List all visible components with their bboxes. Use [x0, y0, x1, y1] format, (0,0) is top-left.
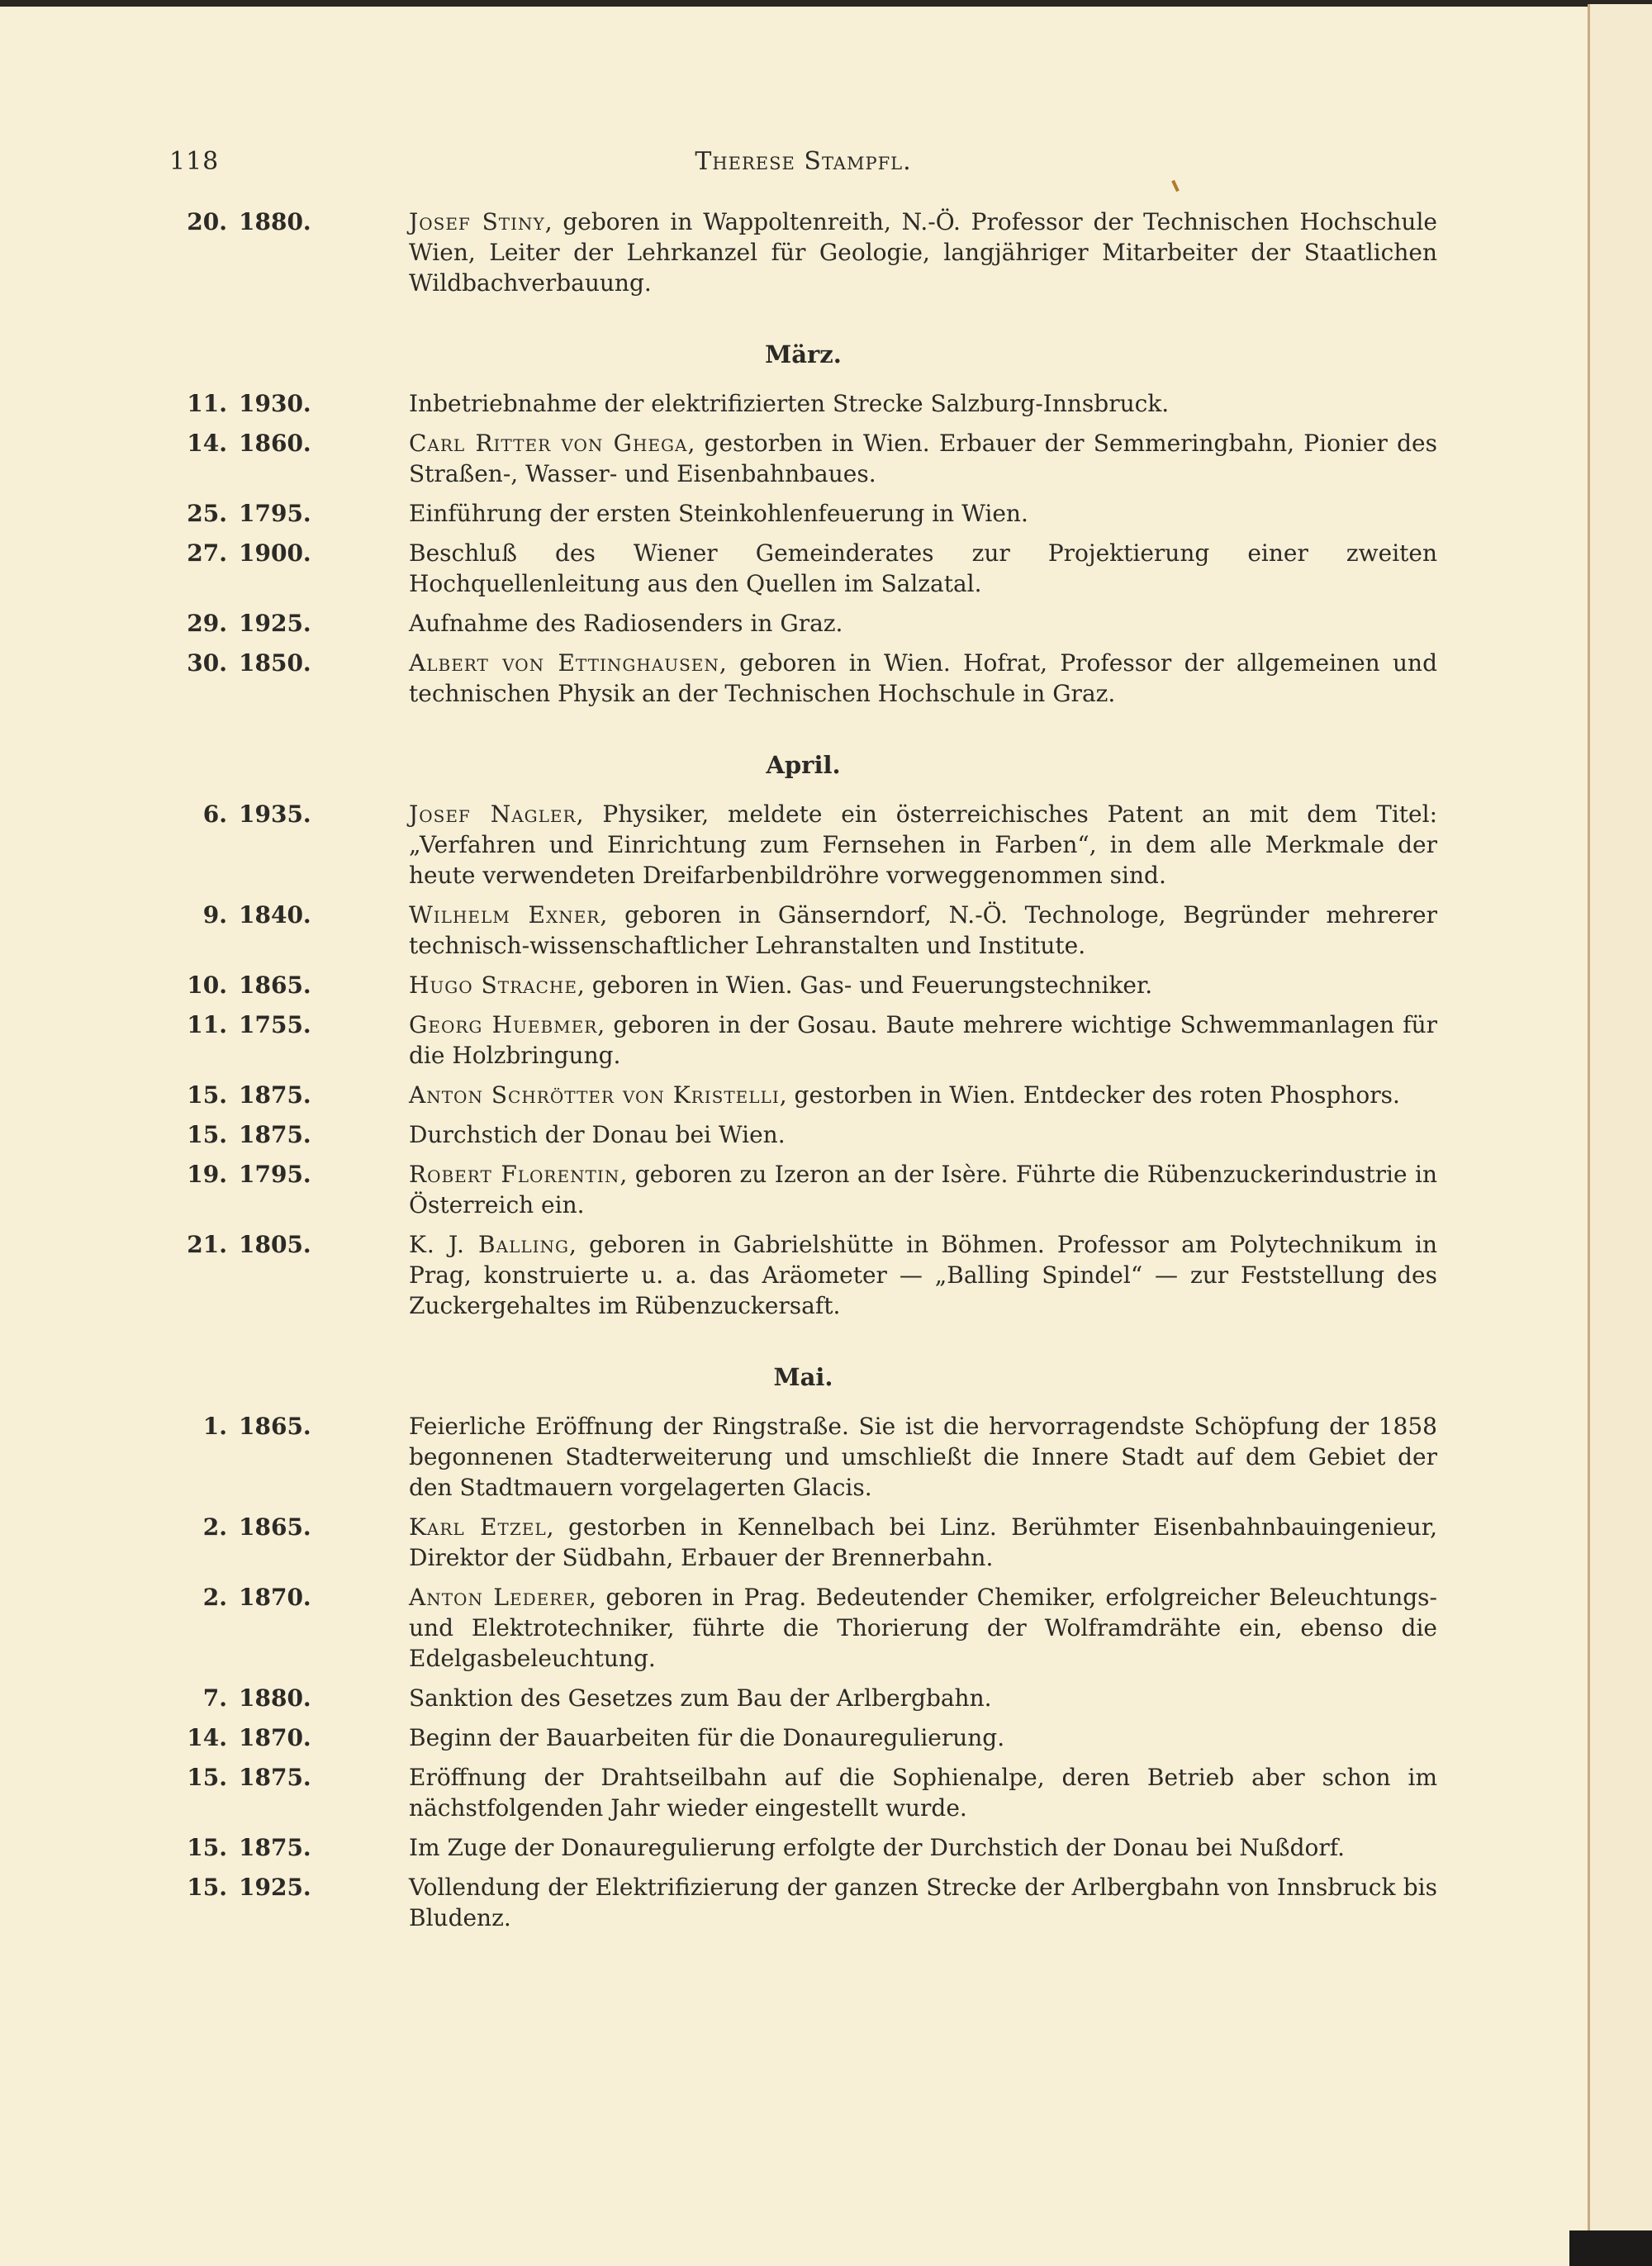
entry-year: 1925.	[239, 1874, 311, 1901]
entry-year: 1900.	[239, 539, 311, 567]
entry-year: 1840.	[239, 901, 311, 929]
chronicle-entry	[169, 648, 1437, 709]
entry-text: Inbetriebnahme der elektrifizierten Strecke Salzburg-Innsbruck.	[409, 390, 1170, 417]
entry-text: , geboren in Prag. Bedeutender Chemiker, erfolgreicher Beleuchtungs- und Elektrotechniker, führte die Thorierung der Wolframdrähte ein, ebenso die Edelgasbeleuchtung.	[409, 1584, 1438, 1672]
entry-person-name: Albert von Ettinghausen	[409, 649, 719, 677]
entry-text: Durchstich der Donau bei Wien.	[409, 1121, 786, 1148]
entry-text: , geboren zu Izeron an der Isère. Führte die Rübenzuckerindustrie in Österreich ein.	[409, 1161, 1437, 1219]
entry-year: 1875.	[239, 1081, 311, 1109]
paper-speck	[1171, 180, 1180, 192]
entry-date	[169, 648, 401, 678]
entry-date	[169, 1159, 401, 1190]
chronicle-entry	[169, 1512, 1437, 1573]
entry-text: Beschluß des Wiener Gemeinderates zur Projektierung einer zweiten Hochquellenleitung aus den Quellen im Salzatal.	[409, 539, 1437, 597]
entry-date	[169, 1762, 401, 1793]
entry-person-name: Josef Stiny	[409, 208, 545, 235]
entry-date	[169, 1009, 401, 1040]
chronicle-entry	[169, 1119, 1437, 1150]
entry-day: 30.	[187, 649, 227, 677]
month-heading: März.	[765, 340, 842, 368]
entry-text: , Physiker, meldete ein österreichisches Patent an mit dem Titel: „Verfahren und Einrichtung zum Fernsehen in Farben“, in dem alle Merkmale der heute verwendeten Dreifarbenbildröhre vorweggenommen sind.	[409, 800, 1437, 889]
entry-day: 15.	[187, 1834, 227, 1861]
entry-person-name: Anton Schrötter von Kristelli	[409, 1081, 780, 1109]
entry-date	[169, 207, 401, 237]
entry-year: 1795.	[239, 500, 311, 527]
chronicle-entry	[169, 608, 1437, 639]
entry-date	[169, 1722, 401, 1753]
entry-day: 6.	[202, 800, 227, 828]
entry-person-name: Anton Lederer	[409, 1584, 589, 1611]
entry-text: , geboren in Wappoltenreith, N.-Ö. Professor der Technischen Hochschule Wien, Leiter der Lehrkanzel für Geologie, langjähriger Mitarbeiter der Staatlichen Wildbachverbauung.	[409, 208, 1437, 297]
chronicle-entry	[169, 1872, 1437, 1933]
entry-day: 25.	[187, 500, 227, 527]
chronicle-entry	[169, 1229, 1437, 1321]
month-heading: Mai.	[773, 1363, 833, 1391]
entry-text: Sanktion des Gesetzes zum Bau der Arlbergbahn.	[409, 1684, 992, 1712]
entry-day: 10.	[187, 971, 227, 999]
entry-day: 20.	[187, 208, 227, 235]
month-heading: April.	[766, 751, 841, 779]
entry-year: 1870.	[239, 1584, 311, 1611]
entry-date	[169, 799, 401, 829]
entry-day: 19.	[187, 1161, 227, 1188]
entry-date	[169, 388, 401, 419]
entry-year: 1875.	[239, 1834, 311, 1861]
entry-text: , gestorben in Kennelbach bei Linz. Berühmter Eisenbahnbauingenieur, Direktor der Südbahn, Erbauer der Brennerbahn.	[409, 1513, 1437, 1571]
chronicle-entry	[169, 1411, 1437, 1503]
entry-date	[169, 1119, 401, 1150]
chronicle-entry	[169, 1762, 1437, 1823]
chronicle-entry	[169, 1683, 1437, 1713]
entry-year: 1935.	[239, 800, 311, 828]
chronicle-entry	[169, 1722, 1437, 1753]
entry-day: 9.	[202, 901, 227, 929]
entry-date	[169, 538, 401, 568]
chronicle-entry	[169, 207, 1437, 298]
running-title: Therese Stampfl.	[695, 147, 912, 176]
chronicle-entry	[169, 1582, 1437, 1674]
entry-date	[169, 1832, 401, 1863]
entry-text: , geboren in Wien. Hofrat, Professor der allgemeinen und technischen Physik an der Technischen Hochschule in Graz.	[409, 649, 1437, 707]
entry-text: Vollendung der Elektrifizierung der ganzen Strecke der Arlbergbahn von Innsbruck bis Bludenz.	[409, 1874, 1437, 1931]
entry-year: 1880.	[239, 208, 311, 235]
entry-date	[169, 428, 401, 458]
facing-page-edge	[1590, 4, 1652, 2235]
entry-year: 1925.	[239, 610, 311, 637]
entry-day: 2.	[202, 1513, 227, 1541]
chronicle-entry	[169, 428, 1437, 489]
entry-text: , gestorben in Wien. Entdecker des roten Phosphors.	[779, 1081, 1400, 1109]
entry-person-name: Wilhelm Exner	[409, 901, 601, 929]
entry-day: 15.	[187, 1121, 227, 1148]
chronicle-entry	[169, 498, 1437, 529]
chronicle-entry	[169, 1080, 1437, 1110]
chronicle-entry	[169, 538, 1437, 599]
entry-day: 15.	[187, 1081, 227, 1109]
entry-year: 1795.	[239, 1161, 311, 1188]
entry-date	[169, 608, 401, 639]
chronicle-entry	[169, 970, 1437, 1000]
entry-date	[169, 1512, 401, 1542]
entry-day: 15.	[187, 1764, 227, 1791]
entry-person-name: Karl Etzel	[409, 1513, 547, 1541]
page-header	[169, 147, 1437, 180]
entry-text: Einführung der ersten Steinkohlenfeuerung in Wien.	[409, 500, 1028, 527]
chronicle-entry	[169, 1832, 1437, 1863]
entry-person-name: Hugo Strache	[409, 971, 577, 999]
entry-text: Aufnahme des Radiosenders in Graz.	[409, 610, 843, 637]
entry-year: 1805.	[239, 1231, 311, 1258]
entry-person-name: Carl Ritter von Ghega	[409, 430, 688, 457]
entry-text: Eröffnung der Drahtseilbahn auf die Sophienalpe, deren Betrieb aber schon im nächstfolgenden Jahr wieder eingestellt wurde.	[409, 1764, 1437, 1822]
entry-text: , geboren in der Gosau. Baute mehrere wichtige Schwemmanlagen für die Holzbringung.	[409, 1011, 1437, 1069]
entry-date	[169, 1229, 401, 1260]
entry-date	[169, 900, 401, 930]
entry-year: 1755.	[239, 1011, 311, 1038]
entry-text: Beginn der Bauarbeiten für die Donauregulierung.	[409, 1724, 1005, 1751]
entry-day: 11.	[187, 1011, 227, 1038]
entry-date	[169, 1080, 401, 1110]
book-gutter	[1588, 4, 1590, 2235]
chronicle-entry	[169, 388, 1437, 419]
entry-day: 15.	[187, 1874, 227, 1901]
entry-year: 1930.	[239, 390, 311, 417]
entry-day: 14.	[187, 1724, 227, 1751]
entry-person-name: Robert Florentin	[409, 1161, 620, 1188]
entry-day: 11.	[187, 390, 227, 417]
entry-date	[169, 498, 401, 529]
entry-year: 1865.	[239, 1413, 311, 1440]
entry-text: Feierliche Eröffnung der Ringstraße. Sie ist die hervorragendste Schöpfung der 1858 begonnenen Stadterweiterung und umschließt die Innere Stadt auf dem Gebiet der den Stadtmauern vorgelagerten Glacis.	[409, 1413, 1437, 1501]
chronicle-entry	[169, 799, 1437, 891]
entry-text: , gestorben in Wien. Erbauer der Semmeringbahn, Pionier des Straßen-, Wasser- und Eisenbahnbaues.	[409, 430, 1437, 487]
entry-person-name: K. J. Balling	[409, 1231, 570, 1258]
entry-date	[169, 1872, 401, 1903]
entry-day: 14.	[187, 430, 227, 457]
entry-year: 1875.	[239, 1121, 311, 1148]
entry-day: 7.	[202, 1684, 227, 1712]
entry-person-name: Georg Huebmer	[409, 1011, 598, 1038]
entry-text: , geboren in Wien. Gas- und Feuerungstechniker.	[577, 971, 1153, 999]
entry-day: 21.	[187, 1231, 227, 1258]
entry-text: Im Zuge der Donauregulierung erfolgte der Durchstich der Donau bei Nußdorf.	[409, 1834, 1346, 1861]
chronicle-body	[169, 207, 1437, 1942]
entry-year: 1870.	[239, 1724, 311, 1751]
entry-year: 1865.	[239, 1513, 311, 1541]
entry-day: 27.	[187, 539, 227, 567]
page-number: 118	[169, 147, 220, 176]
entry-day: 1.	[202, 1413, 227, 1440]
entry-date	[169, 1411, 401, 1442]
entry-year: 1860.	[239, 430, 311, 457]
chronicle-entry	[169, 1159, 1437, 1220]
entry-text: , geboren in Gabrielshütte in Böhmen. Professor am Polytechnikum in Prag, konstruierte u. a. das Aräometer — „Balling Spindel“ — zur Feststellung des Zuckergehaltes im Rübenzuckersaft.	[409, 1231, 1438, 1319]
entry-date	[169, 1683, 401, 1713]
chronicle-entry	[169, 1009, 1437, 1071]
entry-year: 1875.	[239, 1764, 311, 1791]
entry-text: , geboren in Gänserndorf, N.-Ö. Technologe, Begründer mehrerer technisch-wissenschaftlicher Lehranstalten und Institute.	[409, 901, 1437, 959]
entry-date	[169, 970, 401, 1000]
entry-year: 1880.	[239, 1684, 311, 1712]
chronicle-entry	[169, 900, 1437, 961]
entry-day: 2.	[202, 1584, 227, 1611]
entry-day: 29.	[187, 610, 227, 637]
entry-year: 1850.	[239, 649, 311, 677]
entry-person-name: Josef Nagler	[409, 800, 577, 828]
entry-year: 1865.	[239, 971, 311, 999]
entry-date	[169, 1582, 401, 1613]
